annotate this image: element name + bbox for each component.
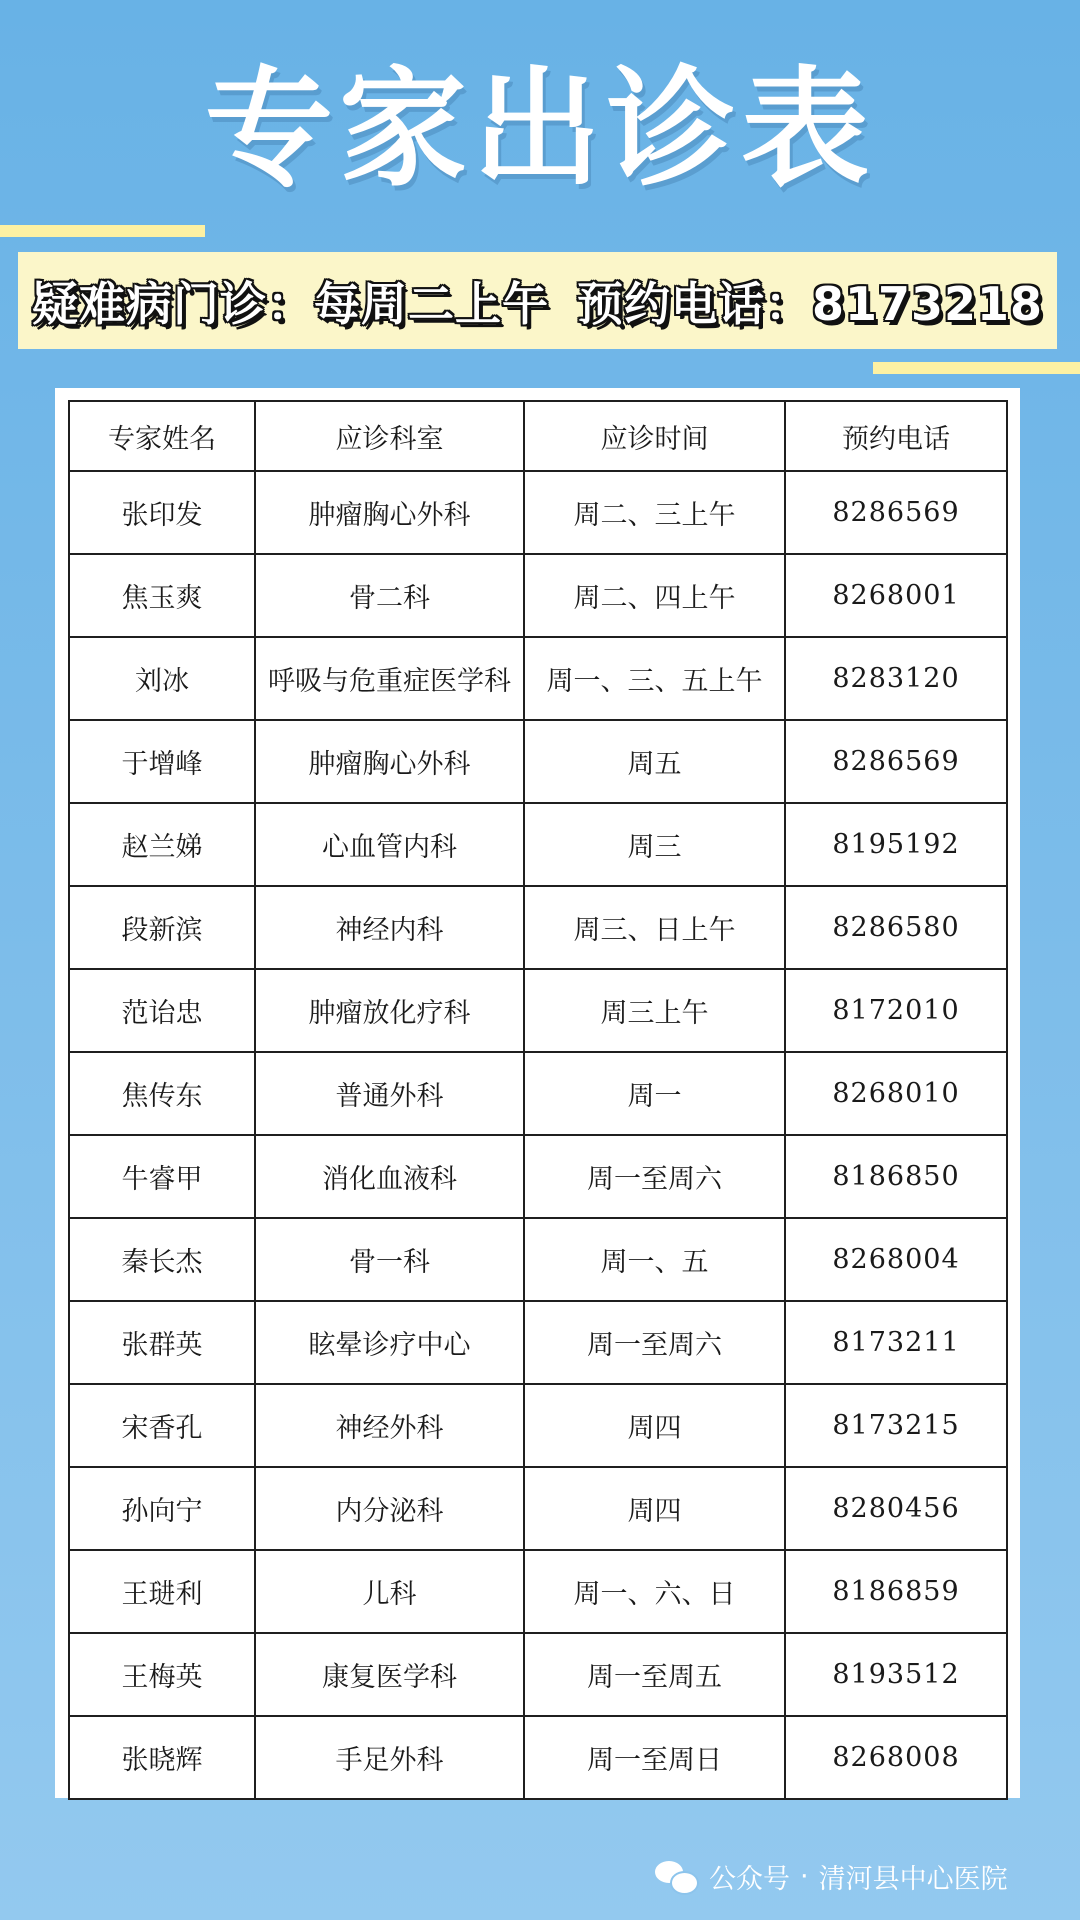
wechat-icon: [655, 1859, 699, 1893]
decorative-stripe-right: [873, 362, 1080, 374]
banner-phone: 预约电话：8173218: [576, 276, 1044, 331]
table-row: [69, 1633, 1007, 1716]
table-row: [69, 803, 1007, 886]
cell-name: 焦玉爽: [69, 554, 255, 637]
cell-department: 肿瘤胸心外科: [255, 720, 524, 803]
footer-separator: ·: [800, 1860, 809, 1892]
cell-time: 周五: [524, 720, 785, 803]
cell-department: 骨二科: [255, 554, 524, 637]
cell-department: 呼吸与危重症医学科: [255, 637, 524, 720]
cell-name: 赵兰娣: [69, 803, 255, 886]
cell-name: 宋香孔: [69, 1384, 255, 1467]
table-row: [69, 1301, 1007, 1384]
table-row: [69, 1052, 1007, 1135]
table-row: [69, 1550, 1007, 1633]
table-row: [69, 637, 1007, 720]
header-department: 应诊科室: [255, 401, 524, 471]
cell-phone: 8193512: [785, 1633, 1007, 1716]
footer-label: 公众号: [709, 1863, 790, 1895]
cell-department: 手足外科: [255, 1716, 524, 1799]
cell-department: 神经外科: [255, 1384, 524, 1467]
cell-department: 神经内科: [255, 886, 524, 969]
cell-time: 周二、四上午: [524, 554, 785, 637]
cell-phone: 8173215: [785, 1384, 1007, 1467]
cell-phone: 8268010: [785, 1052, 1007, 1135]
cell-time: 周一、六、日: [524, 1550, 785, 1633]
cell-phone: 8195192: [785, 803, 1007, 886]
header-phone: 预约电话: [785, 401, 1007, 471]
cell-phone: 8186850: [785, 1135, 1007, 1218]
cell-phone: 8268004: [785, 1218, 1007, 1301]
cell-time: 周一、五: [524, 1218, 785, 1301]
cell-name: 段新滨: [69, 886, 255, 969]
cell-name: 焦传东: [69, 1052, 255, 1135]
table-row: [69, 1384, 1007, 1467]
cell-phone: 8283120: [785, 637, 1007, 720]
cell-department: 内分泌科: [255, 1467, 524, 1550]
cell-time: 周三、日上午: [524, 886, 785, 969]
table-header-row: [69, 401, 1007, 471]
banner-text: [32, 268, 1043, 334]
cell-phone: 8268001: [785, 554, 1007, 637]
cell-time: 周四: [524, 1384, 785, 1467]
cell-time: 周四: [524, 1467, 785, 1550]
footer: [655, 1852, 1008, 1900]
banner-clinic: 疑难病门诊：每周二上午: [31, 276, 549, 331]
page-title: 专家出诊表: [204, 55, 875, 204]
footer-account: 清河县中心医院: [818, 1863, 1008, 1895]
cell-phone: 8172010: [785, 969, 1007, 1052]
cell-name: 孙向宁: [69, 1467, 255, 1550]
table-body: [69, 471, 1007, 1799]
table-row: [69, 886, 1007, 969]
clinic-banner: [18, 252, 1057, 349]
cell-time: 周一至周五: [524, 1633, 785, 1716]
cell-department: 心血管内科: [255, 803, 524, 886]
table-row: [69, 720, 1007, 803]
cell-name: 张晓辉: [69, 1716, 255, 1799]
cell-phone: 8286569: [785, 471, 1007, 554]
cell-department: 肿瘤放化疗科: [255, 969, 524, 1052]
cell-phone: 8173211: [785, 1301, 1007, 1384]
table-row: [69, 1218, 1007, 1301]
cell-name: 范诒忠: [69, 969, 255, 1052]
cell-time: 周一至周日: [524, 1716, 785, 1799]
cell-time: 周一: [524, 1052, 785, 1135]
cell-phone: 8268008: [785, 1716, 1007, 1799]
cell-name: 于增峰: [69, 720, 255, 803]
decorative-stripe-left: [0, 225, 205, 237]
table-row: [69, 969, 1007, 1052]
schedule-table: [68, 400, 1008, 1800]
table-row: [69, 1467, 1007, 1550]
cell-name: 牛睿甲: [69, 1135, 255, 1218]
cell-department: 肿瘤胸心外科: [255, 471, 524, 554]
cell-time: 周三上午: [524, 969, 785, 1052]
cell-name: 张群英: [69, 1301, 255, 1384]
cell-time: 周二、三上午: [524, 471, 785, 554]
cell-phone: 8280456: [785, 1467, 1007, 1550]
cell-name: 王琎利: [69, 1550, 255, 1633]
table-row: [69, 554, 1007, 637]
table-row: [69, 471, 1007, 554]
cell-phone: 8286569: [785, 720, 1007, 803]
cell-department: 儿科: [255, 1550, 524, 1633]
cell-name: 秦长杰: [69, 1218, 255, 1301]
header-name: 专家姓名: [69, 401, 255, 471]
table-row: [69, 1716, 1007, 1799]
cell-name: 刘冰: [69, 637, 255, 720]
cell-name: 张印发: [69, 471, 255, 554]
cell-time: 周一、三、五上午: [524, 637, 785, 720]
cell-phone: 8286580: [785, 886, 1007, 969]
cell-time: 周一至周六: [524, 1301, 785, 1384]
cell-time: 周三: [524, 803, 785, 886]
cell-department: 普通外科: [255, 1052, 524, 1135]
cell-department: 眩晕诊疗中心: [255, 1301, 524, 1384]
table-row: [69, 1135, 1007, 1218]
cell-department: 骨一科: [255, 1218, 524, 1301]
cell-phone: 8186859: [785, 1550, 1007, 1633]
cell-time: 周一至周六: [524, 1135, 785, 1218]
header-time: 应诊时间: [524, 401, 785, 471]
cell-department: 消化血液科: [255, 1135, 524, 1218]
cell-department: 康复医学科: [255, 1633, 524, 1716]
cell-name: 王梅英: [69, 1633, 255, 1716]
